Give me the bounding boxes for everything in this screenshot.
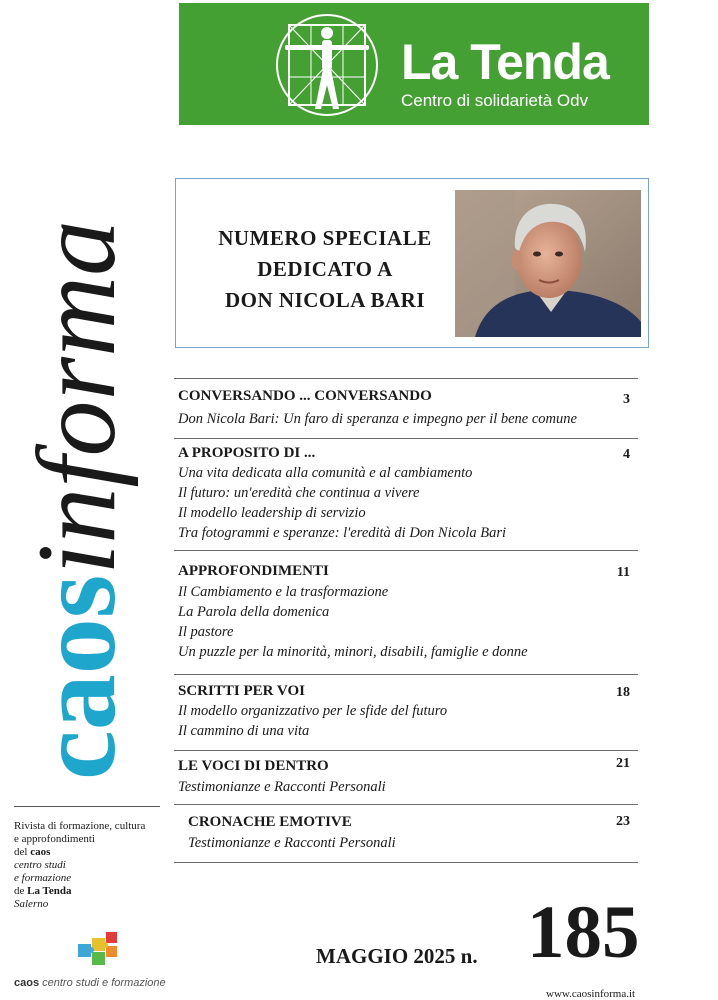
toc-section-cronache	[174, 804, 638, 851]
toc-page: 11	[616, 565, 630, 580]
toc-entry: Il futuro: un'eredità che continua a vivere	[178, 485, 420, 501]
header-banner	[179, 3, 649, 125]
issue-number: 185	[527, 891, 640, 974]
feature-line-1: NUMERO SPECIALE	[218, 226, 432, 250]
publisher-line	[14, 885, 174, 898]
toc-entry: La Parola della domenica	[178, 604, 330, 620]
publisher-text: de	[14, 885, 28, 897]
toc-entry: Testimonianze e Racconti Personali	[188, 835, 396, 851]
publisher-line: Rivista di formazione, cultura	[14, 820, 146, 832]
toc-entry: Il Cambiamento e la trasformazione	[178, 584, 389, 600]
toc-page: 3	[623, 392, 630, 407]
publisher-divider	[14, 806, 160, 807]
publisher-line: e approfondimenti	[14, 833, 95, 845]
toc-entry: Il modello organizzativo per le sfide del futuro	[178, 703, 448, 719]
feature-headline	[194, 223, 456, 316]
masthead-caos: caos	[15, 574, 139, 780]
caos-logo-tagline: centro studi e formazione	[39, 977, 166, 989]
issue-date: MAGGIO 2025 n.	[316, 944, 478, 968]
publisher-line: centro studi	[14, 859, 66, 871]
publisher-line	[14, 846, 174, 859]
feature-line-2: DEDICATO A	[257, 257, 393, 281]
toc-entry: Un puzzle per la minorità, minori, disabili, famiglie e donne	[178, 644, 528, 660]
feature-line-3: DON NICOLA BARI	[224, 288, 426, 312]
publisher-line: Salerno	[14, 898, 49, 910]
toc-section-scritti	[174, 674, 638, 739]
website-link[interactable]: www.caosinforma.it	[546, 988, 636, 1000]
toc-title: CONVERSANDO ... CONVERSANDO	[178, 388, 432, 404]
toc-title: SCRITTI PER VOI	[178, 683, 305, 699]
toc-page: 18	[616, 685, 630, 700]
toc-entry: Il modello leadership di servizio	[178, 505, 366, 521]
toc-entry: Il cammino di una vita	[178, 723, 310, 739]
feature-box	[175, 178, 649, 348]
brand-subtitle: Centro di solidarietà Odv	[401, 91, 589, 110]
caos-logo	[14, 930, 184, 992]
puzzle-icon	[70, 930, 130, 976]
toc-entry: Testimonianze e Racconti Personali	[178, 779, 386, 795]
toc-entry: Una vita dedicata alla comunità e al cambiamento	[178, 465, 473, 481]
toc-title: CRONACHE EMOTIVE	[188, 814, 352, 830]
publisher-info	[14, 820, 174, 911]
brand-name: La Tenda	[401, 34, 609, 90]
toc-entry: Don Nicola Bari: Un faro di speranza e impegno per il bene comune	[178, 411, 577, 427]
publisher-bold: caos	[30, 846, 51, 858]
masthead-informa: informa	[15, 220, 139, 575]
toc-section-voci	[174, 750, 638, 795]
vitruvian-man-icon	[271, 9, 383, 121]
toc-title: A PROPOSITO DI ...	[178, 445, 316, 461]
toc-section-a-proposito	[174, 438, 638, 541]
toc-section-approfondimenti	[174, 550, 638, 660]
toc-title: APPROFONDIMENTI	[178, 563, 329, 579]
caos-logo-bold: caos	[14, 977, 40, 989]
publisher-text: del	[14, 846, 31, 858]
caos-logo-text	[14, 976, 166, 990]
toc-bottom-divider	[174, 862, 638, 863]
toc-page: 4	[623, 447, 630, 462]
toc-page: 23	[616, 814, 630, 829]
toc-entry: Tra fotogrammi e speranze: l'eredità di Don Nicola Bari	[178, 525, 506, 541]
portrait-photo	[455, 190, 641, 337]
toc-section-conversando	[174, 378, 638, 427]
toc-entry: Il pastore	[178, 624, 234, 640]
toc-page: 21	[616, 756, 630, 771]
toc-title: LE VOCI DI DENTRO	[178, 758, 329, 774]
publisher-bold: La Tenda	[27, 885, 72, 897]
publisher-line: e formazione	[14, 872, 72, 884]
